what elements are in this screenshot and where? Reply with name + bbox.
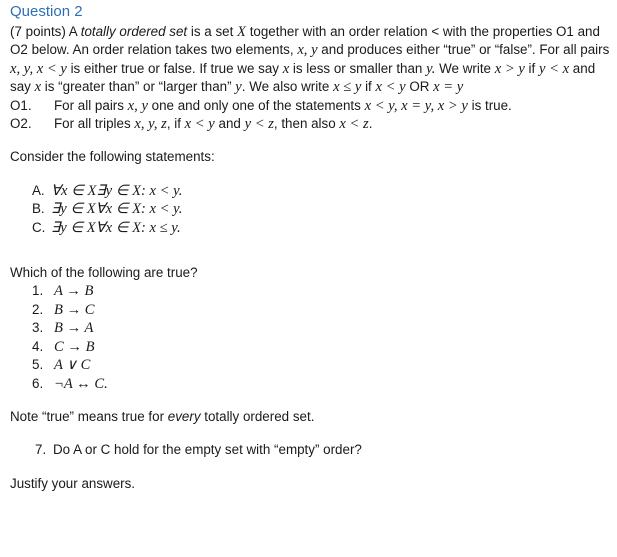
option-formula: B → C <box>54 301 95 318</box>
statement-formula: ∀x ∈ X∃y ∈ X: x < y. <box>51 182 183 199</box>
axiom-o2 <box>10 115 610 133</box>
question-7-text: Do A or C hold for the empty set with “empty” order? <box>53 442 362 458</box>
statement-label: B. <box>32 201 45 217</box>
option-number: 6. <box>32 375 44 391</box>
option-formula: C → B <box>54 338 95 355</box>
statement-list <box>10 182 610 237</box>
note-emphasis: every <box>167 408 201 424</box>
question-7 <box>10 441 610 459</box>
question-7-number: 7. <box>35 442 47 458</box>
option-list <box>10 282 610 392</box>
question-title: Question 2 <box>10 3 83 20</box>
option-number: 5. <box>32 357 44 373</box>
consider-text: Consider the following statements: <box>10 149 215 165</box>
justify-text: Justify your answers. <box>10 475 136 491</box>
statement-a <box>10 182 610 200</box>
option-number: 2. <box>32 301 44 317</box>
question-document <box>10 2 610 493</box>
axiom-label: O1. <box>10 97 32 113</box>
statement-label: C. <box>32 219 46 235</box>
axiom-o1 <box>10 97 610 115</box>
which-text: Which of the following are true? <box>10 265 198 281</box>
option-number: 4. <box>32 338 44 354</box>
option-2 <box>10 301 610 319</box>
statement-label: A. <box>32 182 45 198</box>
note-text: Note “true” means true for every totally ordered set. <box>10 408 315 424</box>
option-number: 3. <box>32 320 44 336</box>
statement-c <box>10 219 610 237</box>
axiom-text: For all pairs x, y one and only one of the statements x < y, x = y, x > y is true. <box>54 97 512 114</box>
term-totally-ordered-set: totally ordered set <box>80 24 188 39</box>
statement-formula: ∃y ∈ X∀x ∈ X: x < y. <box>51 201 183 218</box>
option-number: 1. <box>32 283 44 299</box>
axiom-text: For all triples x, y, z, if x < y and y < z, then also x < z. <box>54 116 373 133</box>
option-4 <box>10 338 610 356</box>
statement-formula: ∃y ∈ X∀x ∈ X: x ≤ y. <box>51 219 181 236</box>
option-3 <box>10 319 610 337</box>
option-1 <box>10 282 610 300</box>
option-formula: B → A <box>54 320 94 337</box>
option-formula: A ∨ C <box>54 357 91 374</box>
option-6 <box>10 375 610 393</box>
option-5 <box>10 356 610 374</box>
intro-paragraph: (7 points) A totally ordered set is a set X together with an order relation < with the properties O1 and O2 below. An order relation takes two elements, x, y and produces either “true” or “false”. For all pairs x, y, x < y is either true or false. If true we say x is less or smaller than y. We write x > y if y < x and say x is “greater than” or “larger than” y. We also write x ≤ y if x < y OR x = y <box>10 24 610 96</box>
option-formula: ¬A ↔ C. <box>54 375 108 392</box>
axiom-label: O2. <box>10 116 32 132</box>
option-formula: A → B <box>54 283 94 300</box>
statement-b <box>10 200 610 218</box>
